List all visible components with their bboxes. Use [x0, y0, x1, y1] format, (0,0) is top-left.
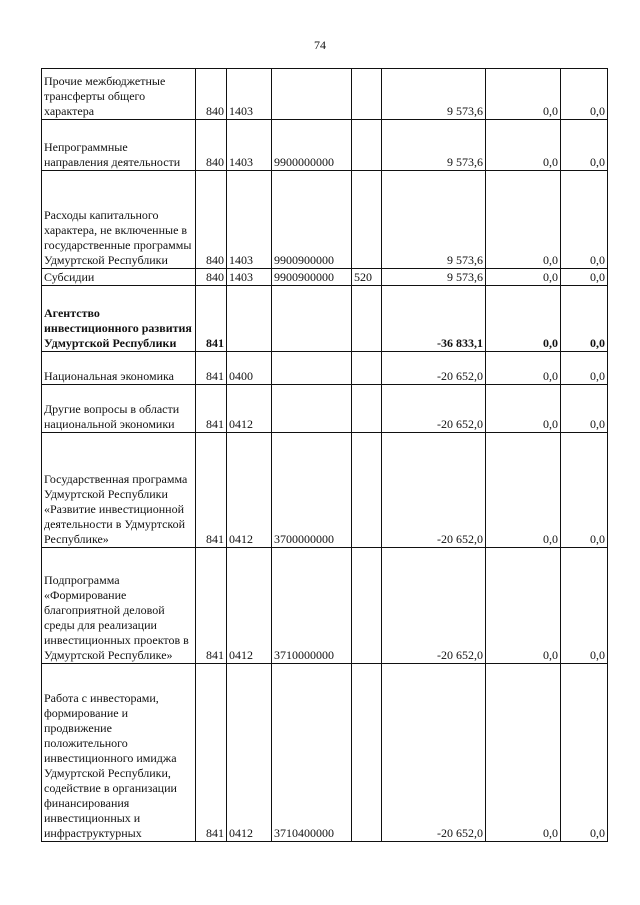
cell-sum-2: 0,0: [486, 433, 561, 548]
cell-ved: 841: [196, 433, 227, 548]
cell-sum-1: 9 573,6: [382, 120, 486, 171]
cell-csr: [272, 286, 352, 352]
cell-section: 1403: [227, 269, 272, 286]
cell-ved: 840: [196, 171, 227, 269]
table-row: [42, 385, 608, 433]
cell-section: 1403: [227, 69, 272, 120]
cell-vr: [352, 286, 382, 352]
cell-sum-1: -36 833,1: [382, 286, 486, 352]
cell-sum-1: -20 652,0: [382, 352, 486, 385]
cell-vr: [352, 352, 382, 385]
cell-section: [227, 286, 272, 352]
cell-vr: [352, 548, 382, 664]
cell-section: 1403: [227, 171, 272, 269]
cell-csr: 3710000000: [272, 548, 352, 664]
cell-csr: 9900900000: [272, 269, 352, 286]
table-row: [42, 548, 608, 664]
cell-section: 0412: [227, 433, 272, 548]
cell-vr: [352, 664, 382, 842]
table-row: [42, 286, 608, 352]
cell-section: 0412: [227, 385, 272, 433]
cell-sum-3: 0,0: [561, 269, 608, 286]
cell-name: Прочие межбюджетные трансферты общего характера: [42, 69, 196, 120]
cell-sum-2: 0,0: [486, 120, 561, 171]
cell-ved: 840: [196, 120, 227, 171]
cell-sum-3: 0,0: [561, 385, 608, 433]
budget-table: [41, 68, 608, 842]
cell-sum-1: -20 652,0: [382, 664, 486, 842]
cell-csr: [272, 352, 352, 385]
table-row: [42, 269, 608, 286]
table-row: [42, 69, 608, 120]
cell-sum-1: 9 573,6: [382, 69, 486, 120]
cell-csr: 3710400000: [272, 664, 352, 842]
cell-name: Подпрограмма «Формирование благоприятной деловой среды для реализации инвестиционных проектов в Удмуртской Республике»: [42, 548, 196, 664]
cell-csr: 3700000000: [272, 433, 352, 548]
cell-name: Агентство инвестиционного развития Удмуртской Республики: [42, 286, 196, 352]
cell-name: Национальная экономика: [42, 352, 196, 385]
cell-sum-3: 0,0: [561, 433, 608, 548]
cell-section: 0412: [227, 548, 272, 664]
cell-vr: [352, 171, 382, 269]
cell-sum-1: 9 573,6: [382, 269, 486, 286]
cell-vr: [352, 120, 382, 171]
cell-sum-1: -20 652,0: [382, 548, 486, 664]
cell-sum-3: 0,0: [561, 286, 608, 352]
cell-sum-2: 0,0: [486, 269, 561, 286]
cell-csr: 9900000000: [272, 120, 352, 171]
table-body: [42, 69, 608, 842]
cell-name: Расходы капитального характера, не включенные в государственные программы Удмуртской Республики: [42, 171, 196, 269]
table-row: [42, 171, 608, 269]
cell-ved: 841: [196, 664, 227, 842]
cell-name: Субсидии: [42, 269, 196, 286]
cell-name: Государственная программа Удмуртской Республики «Развитие инвестиционной деятельности в Удмуртской Республике»: [42, 433, 196, 548]
cell-csr: [272, 385, 352, 433]
cell-sum-2: 0,0: [486, 385, 561, 433]
cell-sum-1: 9 573,6: [382, 171, 486, 269]
cell-sum-2: 0,0: [486, 69, 561, 120]
cell-sum-2: 0,0: [486, 171, 561, 269]
cell-vr: 520: [352, 269, 382, 286]
cell-ved: 840: [196, 269, 227, 286]
table-row: [42, 433, 608, 548]
cell-sum-3: 0,0: [561, 664, 608, 842]
cell-ved: 841: [196, 385, 227, 433]
cell-sum-2: 0,0: [486, 352, 561, 385]
cell-name: Другие вопросы в области национальной экономики: [42, 385, 196, 433]
table-row: [42, 120, 608, 171]
cell-section: 1403: [227, 120, 272, 171]
cell-section: 0400: [227, 352, 272, 385]
table-row: [42, 664, 608, 842]
cell-name: Работа с инвесторами, формирование и продвижение положительного инвестиционного имиджа Удмуртской Республики, содействие в организации финансирования инвестиционных и инфраструктурных: [42, 664, 196, 842]
table-row: [42, 352, 608, 385]
cell-name: Непрограммные направления деятельности: [42, 120, 196, 171]
cell-ved: 840: [196, 69, 227, 120]
cell-sum-3: 0,0: [561, 548, 608, 664]
cell-sum-3: 0,0: [561, 69, 608, 120]
page-number: 74: [314, 38, 326, 52]
cell-sum-3: 0,0: [561, 171, 608, 269]
cell-ved: 841: [196, 352, 227, 385]
cell-sum-2: 0,0: [486, 664, 561, 842]
cell-vr: [352, 69, 382, 120]
cell-sum-1: -20 652,0: [382, 433, 486, 548]
cell-vr: [352, 385, 382, 433]
cell-sum-1: -20 652,0: [382, 385, 486, 433]
cell-sum-3: 0,0: [561, 352, 608, 385]
cell-csr: 9900900000: [272, 171, 352, 269]
cell-sum-2: 0,0: [486, 548, 561, 664]
cell-csr: [272, 69, 352, 120]
cell-sum-3: 0,0: [561, 120, 608, 171]
cell-sum-2: 0,0: [486, 286, 561, 352]
cell-ved: 841: [196, 548, 227, 664]
cell-vr: [352, 433, 382, 548]
cell-ved: 841: [196, 286, 227, 352]
cell-section: 0412: [227, 664, 272, 842]
